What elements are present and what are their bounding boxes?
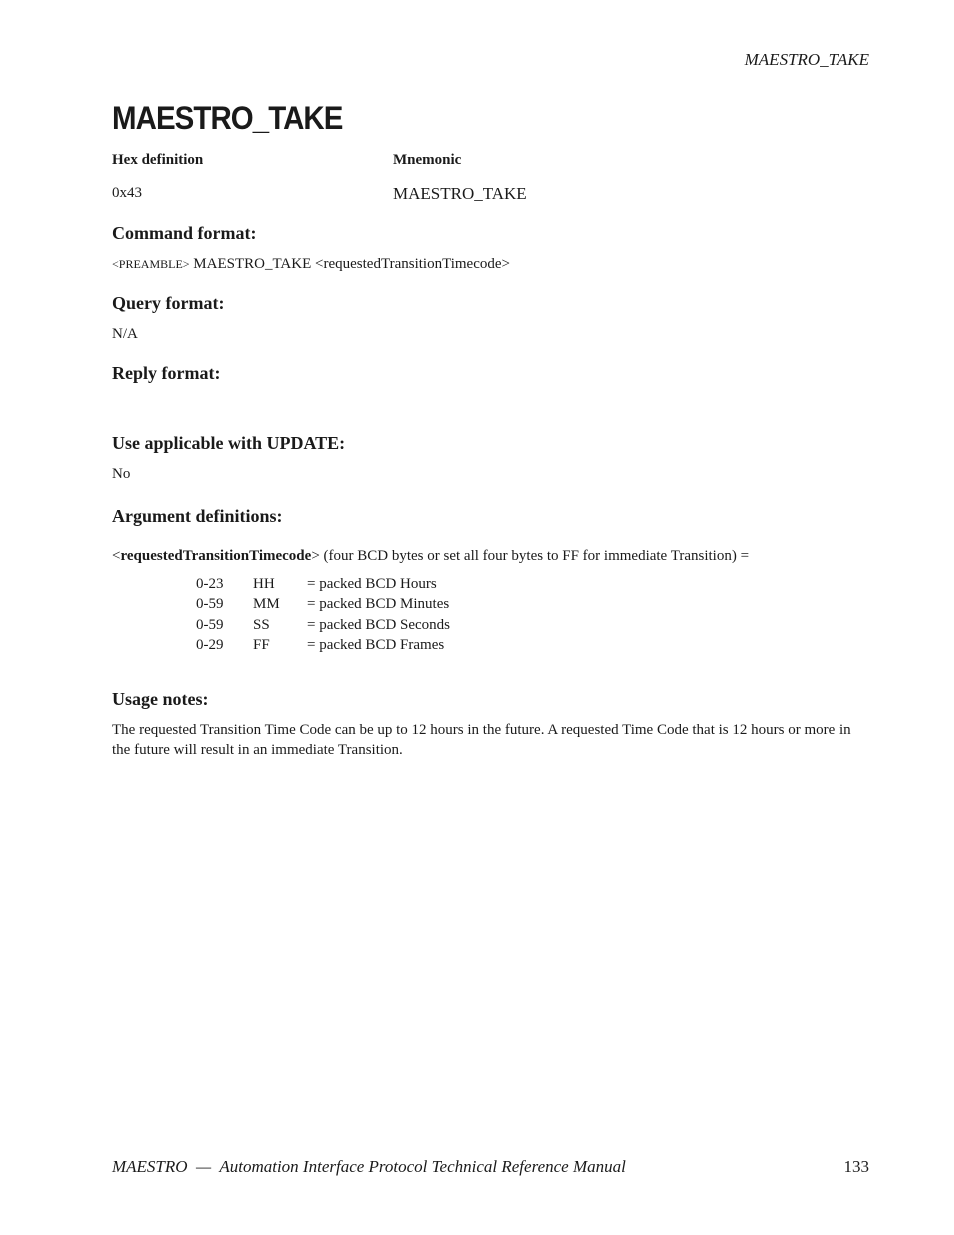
- page-title: MAESTRO_TAKE: [112, 100, 343, 136]
- arg-code: HH: [253, 576, 275, 592]
- preamble-label: <PREAMBLE>: [112, 257, 190, 271]
- arg-row: [196, 576, 437, 593]
- arg-code: SS: [253, 617, 270, 633]
- arg-open-bracket: <: [112, 548, 121, 564]
- arg-code: FF: [253, 637, 270, 653]
- arg-row: [196, 596, 449, 613]
- command-format-heading: Command format:: [112, 223, 257, 243]
- arg-range: 0-59: [196, 617, 224, 633]
- arg-row: [196, 617, 450, 634]
- argument-description: [112, 548, 749, 565]
- reply-format-heading: Reply format:: [112, 363, 221, 383]
- arg-code: MM: [253, 596, 280, 612]
- hex-value: 0x43: [112, 185, 142, 201]
- mnemonic-header: Mnemonic: [393, 152, 462, 168]
- query-format-text: N/A: [112, 326, 138, 342]
- arg-meaning: = packed BCD Seconds: [307, 617, 451, 633]
- mnemonic-value: MAESTRO_TAKE: [393, 184, 527, 203]
- page-number: 133: [843, 1157, 869, 1176]
- arg-name: requestedTransitionTimecode: [120, 548, 312, 564]
- use-update-text: No: [112, 466, 131, 482]
- query-format-heading: Query format:: [112, 293, 225, 313]
- arg-range: 0-23: [196, 576, 224, 592]
- hex-definition-header: Hex definition: [112, 152, 204, 168]
- running-head: MAESTRO_TAKE: [744, 50, 869, 69]
- footer-text: MAESTRO — Automation Interface Protocol Technical Reference Manual: [112, 1157, 626, 1176]
- arg-range: 0-29: [196, 637, 224, 653]
- command-format-line: [112, 256, 510, 273]
- arg-meaning: = packed BCD Frames: [307, 637, 445, 653]
- arg-meaning: = packed BCD Minutes: [307, 596, 450, 612]
- arg-range: 0-59: [196, 596, 224, 612]
- usage-notes-heading: Usage notes:: [112, 689, 209, 709]
- arg-row: [196, 637, 444, 654]
- usage-notes-text: The requested Transition Time Code can be up to 12 hours in the future. A requested Time Code that is 12 hours or more in the future will result in an immediate Transition.: [112, 722, 851, 758]
- use-update-heading: Use applicable with UPDATE:: [112, 433, 346, 453]
- arg-meaning: = packed BCD Hours: [307, 576, 437, 592]
- arg-description-text: > (four BCD bytes or set all four bytes to FF for immediate Transition) =: [311, 548, 750, 564]
- command-format-text: MAESTRO_TAKE <requestedTransitionTimecode>: [193, 256, 510, 272]
- argument-definitions-heading: Argument definitions:: [112, 506, 283, 526]
